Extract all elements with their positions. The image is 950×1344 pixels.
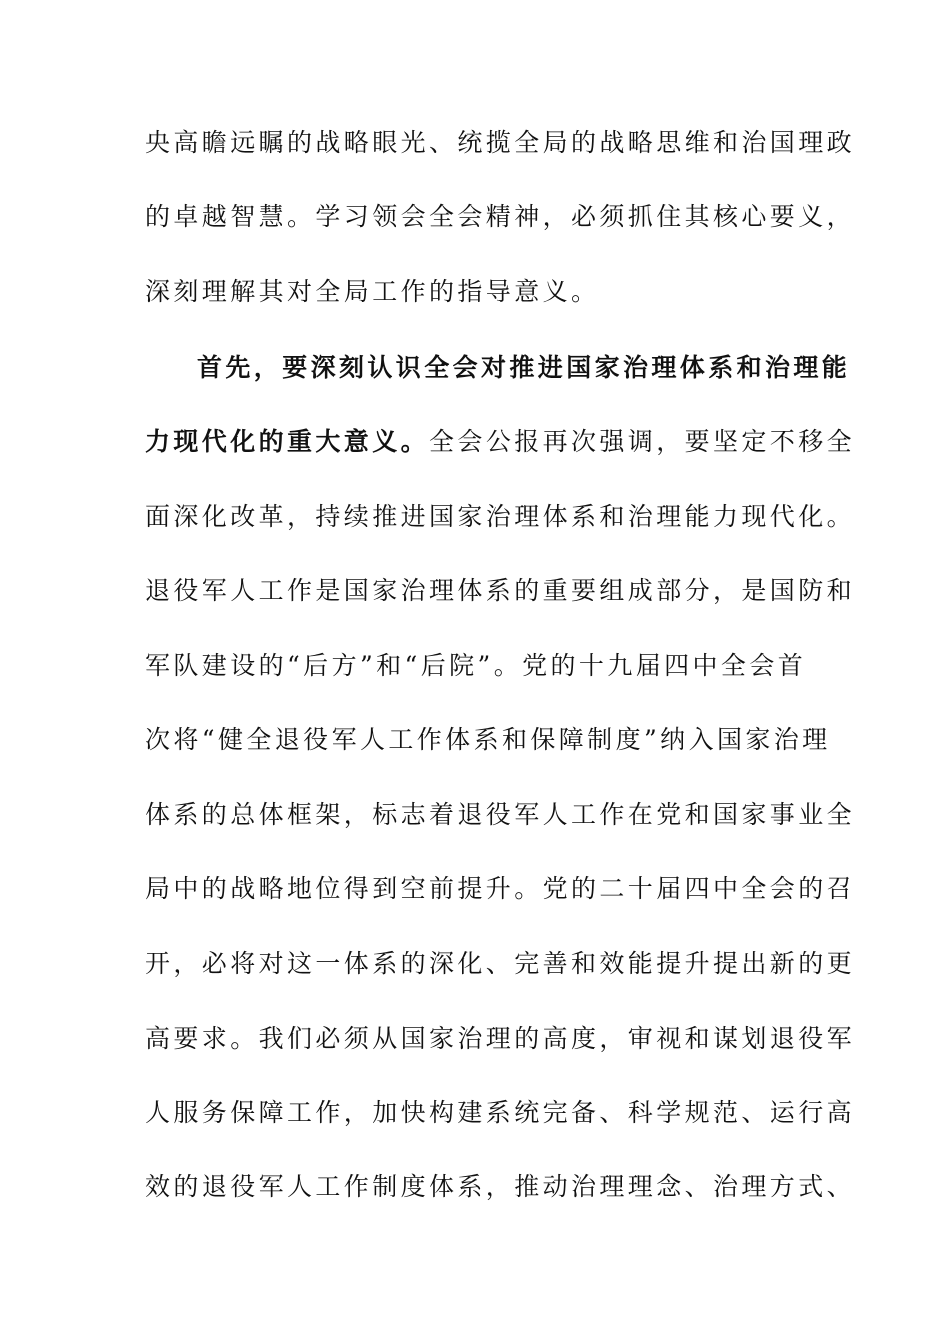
- text-line: [145, 422, 856, 462]
- text-line: 央高瞻远瞩的战略眼光、统揽全局的战略思维和治国理政: [145, 128, 856, 157]
- text-line: 次将“健全退役军人工作体系和保障制度”纳入国家治理: [145, 725, 831, 754]
- text-line: 军队建设的“后方”和“后院”。党的十九届四中全会首: [145, 651, 807, 680]
- text-span: 全会公报再次强调，要坚定不移全: [429, 427, 856, 456]
- text-line: 高要求。我们必须从国家治理的高度，审视和谋划退役军: [145, 1024, 856, 1053]
- text-line: 面深化改革，持续推进国家治理体系和治理能力现代化。: [145, 502, 856, 531]
- text-line: 的卓越智慧。学习领会全会精神，必须抓住其核心要义，: [145, 202, 856, 231]
- text-line: 深刻理解其对全局工作的指导意义。: [145, 277, 600, 306]
- text-line: 退役军人工作是国家治理体系的重要组成部分，是国防和: [145, 576, 856, 605]
- section-heading-continued: 力现代化的重大意义。: [145, 427, 430, 456]
- text-line: 局中的战略地位得到空前提升。党的二十届四中全会的召: [145, 874, 856, 903]
- section-heading: 首先，要深刻认识全会对推进国家治理体系和治理能: [197, 353, 851, 382]
- text-line: 开，必将对这一体系的深化、完善和效能提升提出新的更: [145, 949, 856, 978]
- text-line: 效的退役军人工作制度体系，推动治理理念、治理方式、: [145, 1172, 856, 1201]
- text-line: 人服务保障工作，加快构建系统完备、科学规范、运行高: [145, 1098, 856, 1127]
- text-line: 体系的总体框架，标志着退役军人工作在党和国家事业全: [145, 800, 856, 829]
